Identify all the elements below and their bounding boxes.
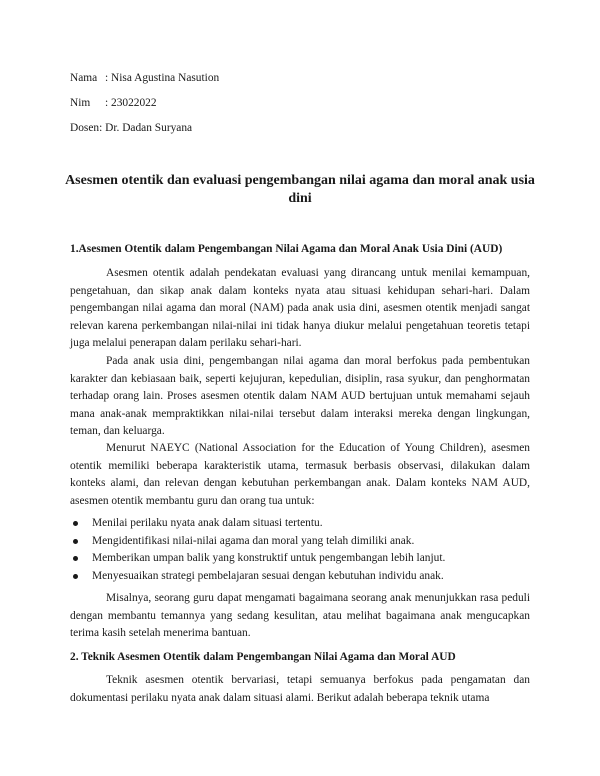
nim-label: Nim <box>70 97 91 109</box>
bullet-icon <box>73 521 78 526</box>
section1-paragraph-1: Asesmen otentik adalah pendekatan evaluasi yang dirancang untuk menilai kemampuan, pengetahuan, dan sikap anak dalam konteks nyata atau situasi kehidupan sehari-hari. Dalam pengembangan nilai agama dan moral (NAM) pada anak usia dini, asesmen otentik menjadi sangat relevan karena perkembangan nilai-nilai ini tidak hanya diukur melalui pengetahuan teoretis tetapi juga melalui penerapan dalam perilaku sehari-hari. <box>70 267 530 349</box>
section2-heading: 2. Teknik Asesmen Otentik dalam Pengembangan Nilai Agama dan Moral AUD <box>70 651 456 663</box>
name-value: : Nisa Agustina Nasution <box>105 72 220 84</box>
bullet-icon <box>73 539 78 544</box>
list-item: Menyesuaikan strategi pembelajaran sesuai dengan kebutuhan individu anak. <box>70 568 540 586</box>
dosen-row <box>70 121 192 135</box>
list-item: Memberikan umpan balik yang konstruktif untuk pengembangan lebih lanjut. <box>70 550 540 568</box>
dosen-value: : Dr. Dadan Suryana <box>99 122 193 134</box>
section1-heading: 1.Asesmen Otentik dalam Pengembangan Nilai Agama dan Moral Anak Usia Dini (AUD) <box>70 243 503 255</box>
dosen-label: Dosen <box>70 122 100 134</box>
nim-row <box>70 96 157 110</box>
list-item: Menilai perilaku nyata anak dalam situasi tertentu. <box>70 515 540 533</box>
section1-paragraph-4: Misalnya, seorang guru dapat mengamati bagaimana seorang anak menunjukkan rasa peduli dengan membantu temannya yang sedang kesulitan, atau melihat bagaimana anak mengucapkan terima kasih setelah menerima bantuan. <box>70 592 530 639</box>
list-item: Mengidentifikasi nilai-nilai agama dan moral yang telah dimiliki anak. <box>70 533 540 551</box>
name-row <box>70 71 219 85</box>
section1-paragraph-2: Pada anak usia dini, pengembangan nilai agama dan moral berfokus pada pembentukan karakter dan kebiasaan baik, seperti kejujuran, kepedulian, disiplin, rasa syukur, dan penghormatan terhadap orang lain. Proses asesmen otentik dalam NAM AUD bertujuan untuk memahami sejauh mana anak-anak mempraktikkan nilai-nilai tersebut dalam interaksi mereka dengan lingkungan, teman, dan keluarga. <box>70 355 530 437</box>
bullet-icon <box>73 574 78 579</box>
section2-paragraph-1: Teknik asesmen otentik bervariasi, tetapi semuanya berfokus pada pengamatan dan dokumentasi perilaku nyata anak dalam situasi alami. Berikut adalah beberapa teknik utama <box>70 674 530 704</box>
page-title: Asesmen otentik dan evaluasi pengembangan nilai agama dan moral anak usia dini <box>65 173 535 206</box>
name-label: Nama <box>70 72 98 84</box>
section1-paragraph-3: Menurut NAEYC (National Association for the Education of Young Children), asesmen otentik memiliki beberapa karakteristik utama, termasuk berbasis observasi, dilakukan dalam konteks alami, dan relevan dengan kebutuhan perkembangan anak. Dalam konteks NAM AUD, asesmen otentik membantu guru dan orang tua untuk: <box>70 442 530 507</box>
nim-value: : 23022022 <box>105 97 157 109</box>
bullet-icon <box>73 556 78 561</box>
bullet-list <box>70 515 540 585</box>
